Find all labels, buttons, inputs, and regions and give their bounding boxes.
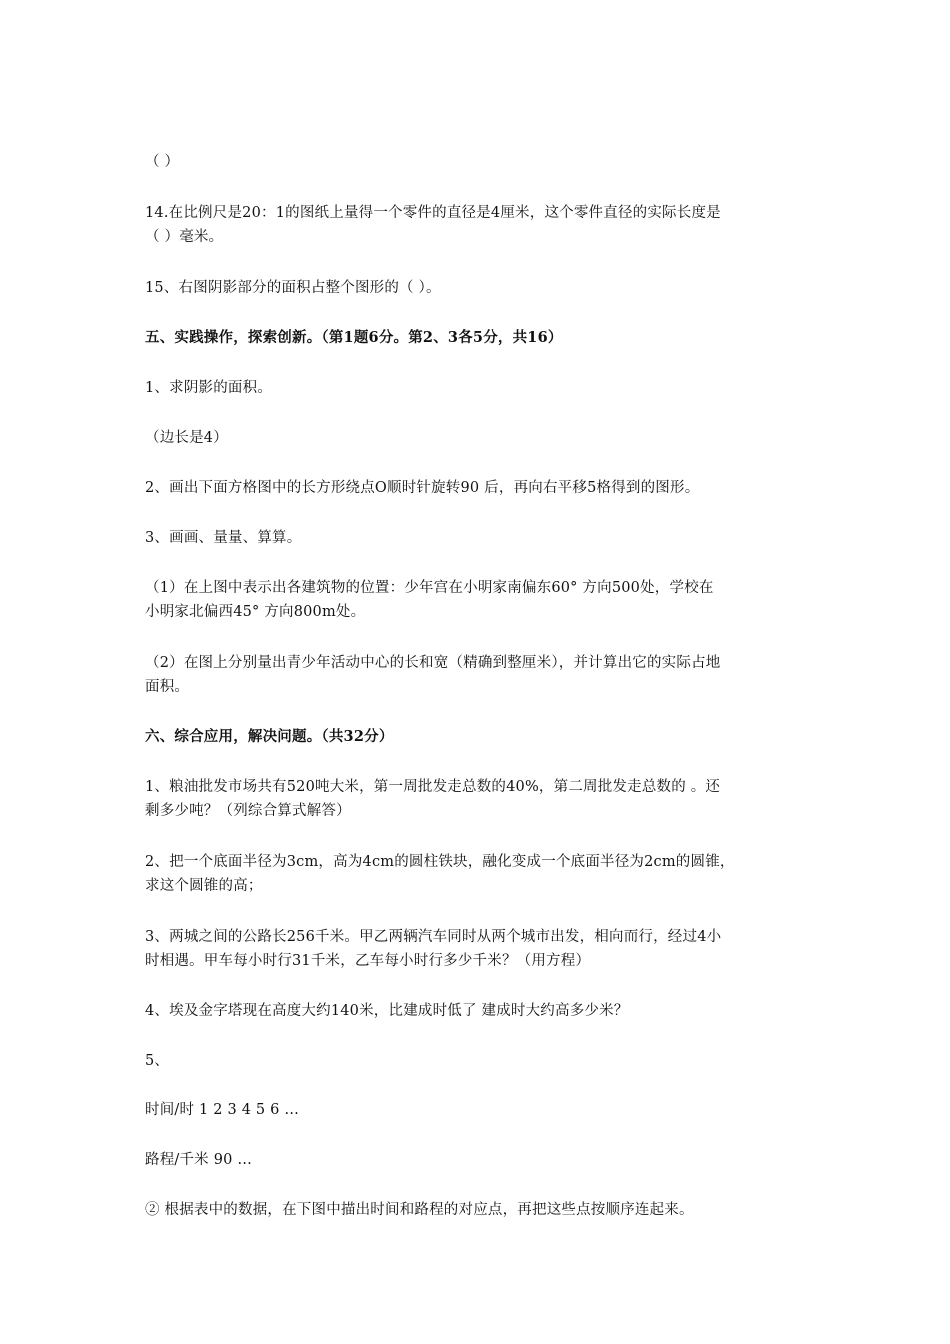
section-5-question-3-part-1-line-2: 小明家北偏西45° 方向800m处。 [145, 604, 366, 620]
section-6-question-3-line-1: 3、两城之间的公路长256千米。甲乙两辆汽车同时从两个城市出发，相向而行，经过4小 [145, 929, 722, 945]
section-6-question-2-line-1: 2、把一个底面半径为3cm，高为4cm的圆柱铁块，融化变成一个底面半径为2cm的圆锥， [145, 854, 735, 870]
question-15: 15、右图阴影部分的面积占整个图形的（ ）。 [145, 280, 441, 296]
section-5-question-3-part-2-line-1: （2）在图上分别量出青少年活动中心的长和宽（精确到整厘米），并计算出它的实际占地 [145, 655, 721, 671]
section-6-heading: 六、综合应用，解决问题。（共32分） [145, 728, 394, 745]
section-5-question-3-part-1-line-1: （1）在上图中表示出各建筑物的位置：少年宫在小明家南偏东60° 方向500处，学校在 [145, 580, 714, 596]
section-6-question-4: 4、埃及金字塔现在高度大约140米，比建成时低了 建成时大约高多少米？ [145, 1003, 629, 1019]
section-6-question-3-line-2: 时相遇。甲车每小时行31千米，乙车每小时行多少千米？（用方程） [145, 953, 591, 969]
section-6-question-2-line-2: 求这个圆锥的高； [145, 878, 263, 894]
time-row: 时间/时 1 2 3 4 5 6 … [145, 1102, 300, 1118]
section-5-question-1: 1、求阴影的面积。 [145, 380, 273, 396]
section-5-question-3-part-2-line-2: 面积。 [145, 679, 190, 695]
section-6-question-5-part-2: ② 根据表中的数据，在下图中描出时间和路程的对应点，再把这些点按顺序连起来。 [145, 1202, 694, 1218]
distance-row: 路程/千米 90 … [145, 1152, 253, 1168]
section-6-question-1-line-1: 1、粮油批发市场共有520吨大米，第一周批发走总数的40%，第二周批发走总数的 。还 [145, 779, 721, 795]
section-5-heading: 五、实践操作，探索创新。（第1题6分。第2、3各5分，共16） [145, 329, 563, 346]
section-5-question-2: 2、画出下面方格图中的长方形绕点O顺时针旋转90 后，再向右平移5格得到的图形。 [145, 480, 700, 496]
question-14-line-2: （ ）毫米。 [145, 229, 224, 245]
section-5-question-3: 3、画画、量量、算算。 [145, 530, 302, 546]
answer-blank-13: （ ） [145, 154, 180, 170]
section-6-question-1-line-2: 剩多少吨？（列综合算式解答） [145, 803, 351, 819]
section-6-question-5: 5、 [145, 1053, 170, 1069]
question-14-line-1: 14.在比例尺是20：1的图纸上量得一个零件的直径是4厘米，这个零件直径的实际长度是 [145, 205, 721, 221]
section-5-question-1-note: （边长是4） [145, 430, 228, 446]
